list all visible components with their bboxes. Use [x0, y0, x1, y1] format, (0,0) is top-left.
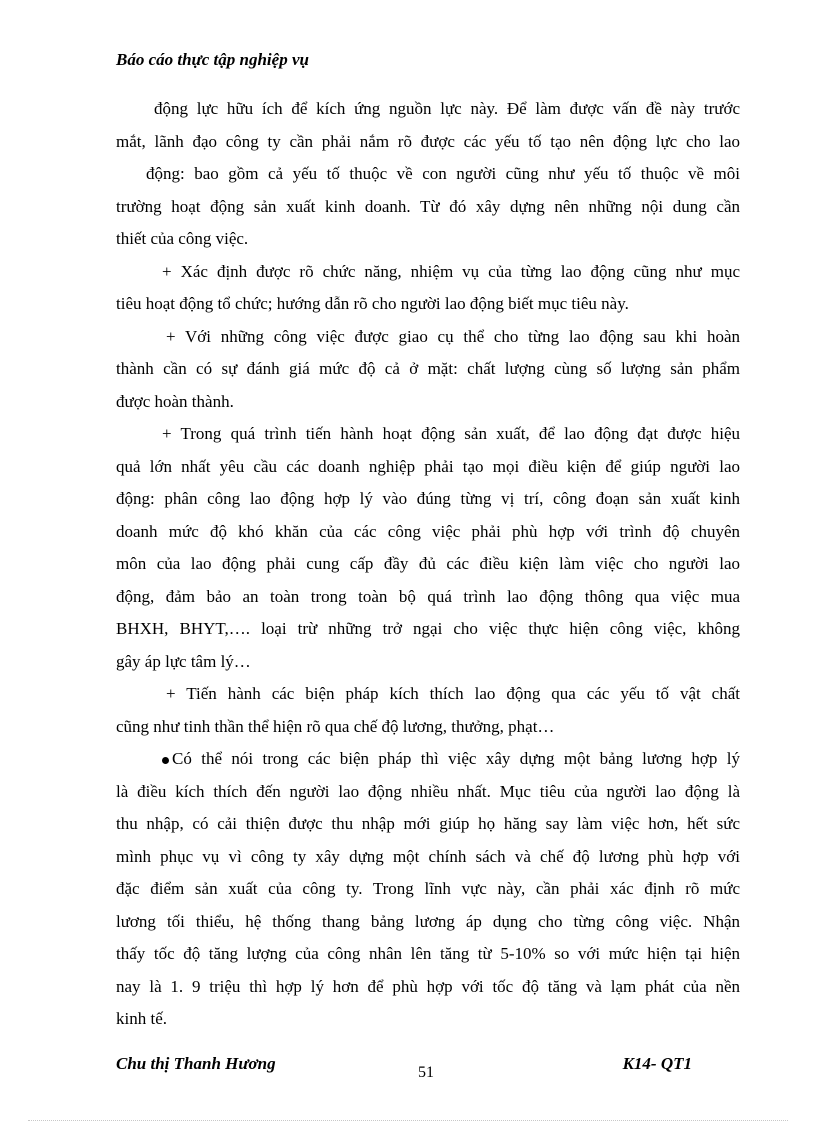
text-line-content: mắt, lãnh đạo công ty cần phải nắm rõ được các yếu tố tạo nên động lực cho lao	[116, 131, 740, 151]
text-line	[116, 646, 740, 679]
text-line	[116, 418, 740, 451]
text-line	[116, 353, 740, 386]
text-line-content: gây áp lực tâm lý…	[116, 651, 251, 671]
text-line-content: môn của lao động phải cung cấp đầy đủ các điều kiện làm việc cho người lao	[116, 554, 740, 573]
text-line	[116, 386, 740, 419]
text-line	[116, 256, 740, 289]
text-line	[116, 776, 740, 809]
text-line	[116, 678, 740, 711]
text-line	[116, 158, 740, 191]
text-line-content: cũng như tinh thần thể hiện rõ qua chế độ lương, thưởng, phạt…	[116, 716, 555, 736]
text-line-content: mình phục vụ vì công ty xây dựng một chính sách và chế độ lương phù hợp với	[116, 846, 740, 866]
text-line-content: BHXH, BHYT,…. loại trừ những trở ngại cho việc thực hiện công việc, không	[116, 619, 740, 638]
page-number: 51	[418, 1064, 434, 1081]
text-line	[116, 581, 740, 614]
text-line-content: + Tiến hành các biện pháp kích thích lao động qua các yếu tố vật chất	[166, 684, 740, 703]
text-line-content: + Xác định được rõ chức năng, nhiệm vụ của từng lao động cũng như mục	[162, 261, 740, 281]
text-line-content: động lực hữu ích để kích ứng nguồn lực này. Để làm được vấn đề này trước	[154, 99, 740, 118]
text-line-content: + Trong quá trình tiến hành hoạt động sản xuất, để lao động đạt được hiệu	[162, 424, 740, 443]
text-line	[116, 938, 740, 971]
text-line	[116, 483, 740, 516]
text-line	[116, 711, 740, 744]
text-line	[116, 841, 740, 874]
text-line-content: thấy tốc độ tăng lượng của công nhân lên tăng từ 5-10% so với mức hiện tại hiện	[116, 944, 740, 963]
text-line	[116, 223, 740, 256]
text-line	[116, 288, 740, 321]
text-line-content: Có thể nói trong các biện pháp thì việc xây dựng một bảng lương hợp lý	[172, 749, 740, 768]
text-line	[116, 93, 740, 126]
text-line-content: là điều kích thích đến người lao động nhiều nhất. Mục tiêu của người lao động là	[116, 781, 740, 801]
text-line	[116, 321, 740, 354]
text-line	[116, 743, 740, 776]
text-line-content: doanh mức độ khó khăn của các công việc phải phù hợp với trình độ chuyên	[116, 521, 740, 541]
text-line	[116, 613, 740, 646]
page-bottom-rule	[28, 1120, 788, 1121]
text-line-content: nay là 1. 9 triệu thì hợp lý hơn để phù hợp với tốc độ tăng và lạm phát của nền	[116, 976, 740, 996]
text-line-content: thu nhập, có cải thiện được thu nhập mới giúp họ hăng say làm việc hơn, hết sức	[116, 814, 740, 833]
text-line-content: động: bao gồm cả yếu tố thuộc về con người cũng như yếu tố thuộc về môi	[146, 164, 740, 183]
text-line	[116, 808, 740, 841]
text-line	[116, 971, 740, 1004]
text-line-content: trường hoạt động sản xuất kinh doanh. Từ đó xây dựng nên những nội dung cần	[116, 196, 740, 216]
report-header: Báo cáo thực tập nghiệp vụ	[116, 50, 309, 69]
footer-author: Chu thị Thanh Hương	[116, 1054, 276, 1073]
text-line-content: thiết của công việc.	[116, 229, 249, 248]
text-line-content: + Với những công việc được giao cụ thể cho từng lao động sau khi hoàn	[166, 326, 740, 346]
text-line-content: lương tối thiểu, hệ thống thang bảng lương áp dụng cho từng công việc. Nhận	[116, 911, 740, 931]
text-line-content: quả lớn nhất yêu cầu các doanh nghiệp phải tạo mọi điều kiện để giúp người lao	[116, 456, 740, 476]
text-line	[116, 1003, 740, 1036]
text-line	[116, 126, 740, 159]
report-body	[116, 93, 740, 1036]
text-line-content: động, đảm bảo an toàn trong toàn bộ quá trình lao động thông qua việc mua	[116, 586, 740, 606]
text-line-content: thành cần có sự đánh giá mức độ cả ở mặt: chất lượng cùng số lượng sản phẩm	[116, 359, 740, 378]
text-line-content: đặc điểm sản xuất của công ty. Trong lĩnh vực này, cần phải xác định rõ mức	[116, 879, 740, 898]
text-line	[116, 516, 740, 549]
text-line	[116, 873, 740, 906]
text-line	[116, 451, 740, 484]
text-line	[116, 906, 740, 939]
footer-class-code: K14- QT1	[622, 1054, 692, 1073]
text-line-content: động: phân công lao động hợp lý vào đúng từng vị trí, công đoạn sản xuất kinh	[116, 489, 740, 508]
text-line	[116, 548, 740, 581]
bullet-icon	[162, 757, 169, 764]
text-line	[116, 191, 740, 224]
text-line-content: tiêu hoạt động tổ chức; hướng dẫn rõ cho người lao động biết mục tiêu này.	[116, 294, 629, 313]
text-line-content: được hoàn thành.	[116, 391, 234, 411]
text-line-content: kinh tế.	[116, 1009, 167, 1028]
